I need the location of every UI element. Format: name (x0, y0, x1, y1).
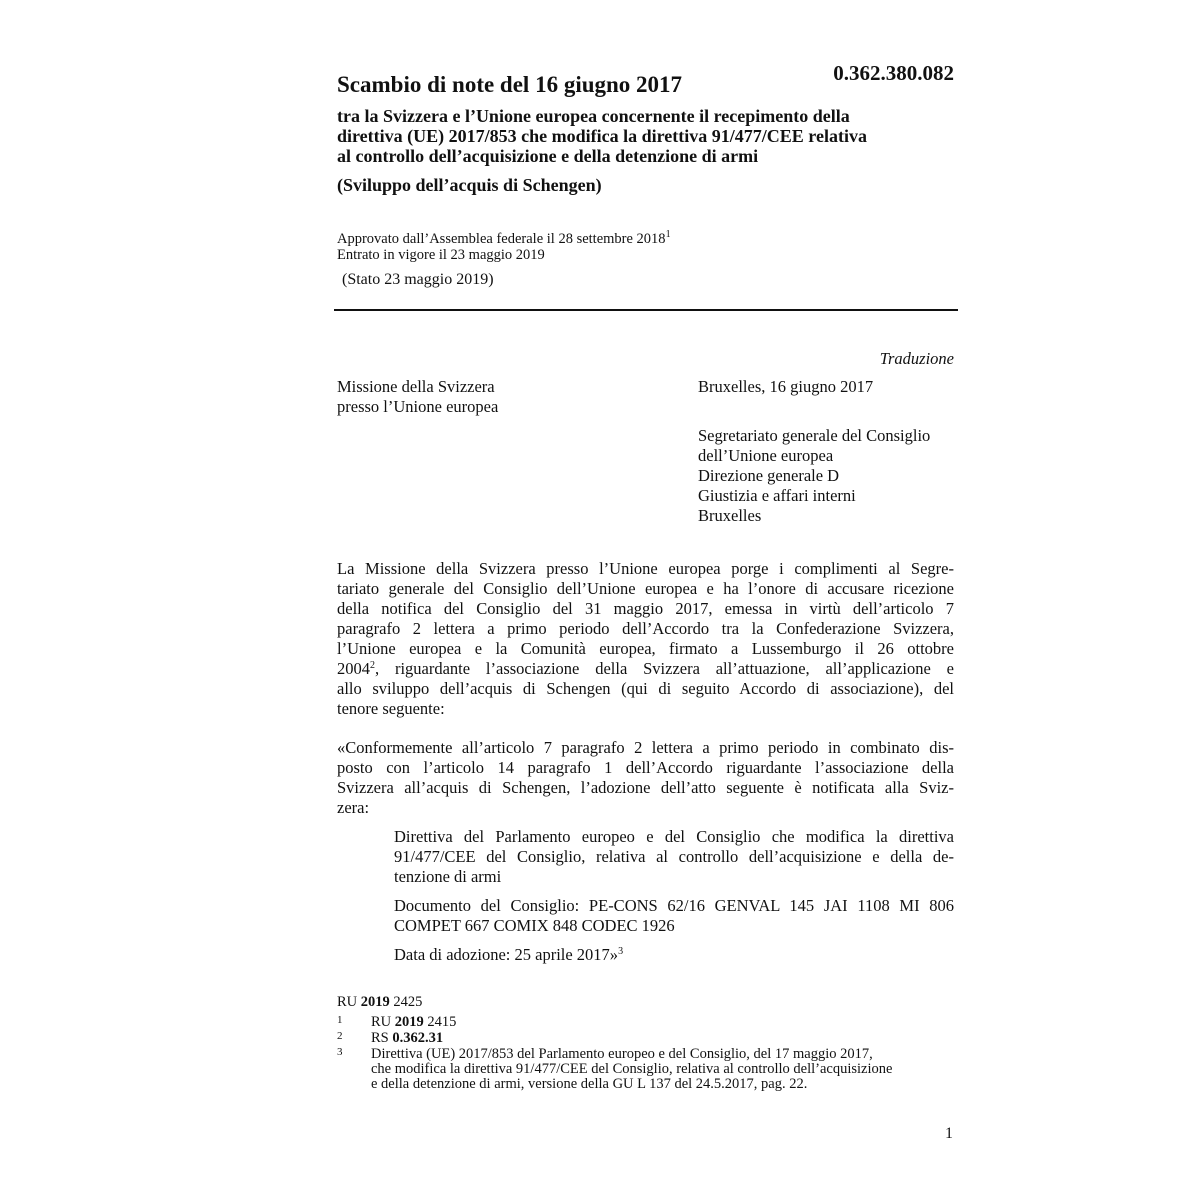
footnote-line: e della detenzione di armi, versione della GU L 137 del 24.5.2017, pag. 22. (371, 1076, 808, 1092)
place-date: Bruxelles, 16 giugno 2017 (698, 377, 874, 396)
sender-line: Missione della Svizzera (337, 377, 495, 396)
status-line: (Stato 23 maggio 2019) (342, 271, 494, 288)
adoption-text: Data di adozione: 25 aprile 2017» (394, 945, 619, 964)
paragraph-line: tenore seguente: (337, 699, 445, 718)
paragraph-line: della notifica del Consiglio del 31 maggio 2017, emessa in virtù dell’articolo 7 (337, 599, 954, 618)
sender-block (337, 377, 498, 417)
paragraph-line: La Missione della Svizzera presso l’Unione europea porge i complimenti al Segre- (337, 559, 954, 578)
year-text: 2004 (337, 659, 370, 678)
entry-into-force: Entrato in vigore il 23 maggio 2019 (337, 247, 545, 263)
approval-text: Approvato dall’Assemblea federale il 28 settembre 2018 (337, 231, 666, 247)
paragraph-line: tariato generale del Consiglio dell’Unione europea e ha l’onore di accusare ricezione (337, 579, 954, 598)
paragraph-line: paragrafo 2 lettera a primo periodo dell’Accordo tra la Confederazione Svizzera, (337, 619, 954, 638)
footnote-number: 2 (337, 1030, 343, 1042)
quoted-directive (394, 827, 954, 887)
sender-line: presso l’Unione europea (337, 397, 499, 416)
paragraph-1 (337, 559, 954, 719)
document-title: Scambio di note del 16 giugno 2017 (337, 72, 683, 97)
footnote-prefix: RS (371, 1030, 389, 1046)
footnote-number: 3 (337, 1046, 343, 1058)
paragraph-line (337, 659, 954, 679)
document-subtitle (337, 106, 957, 166)
footnote-3-text (371, 1047, 957, 1092)
approval-line (337, 231, 671, 247)
footnote-suffix: 2415 (427, 1014, 457, 1030)
footnote-1 (337, 1015, 957, 1030)
paragraph-2 (337, 738, 954, 818)
document-line: Documento del Consiglio: PE-CONS 62/16 GENVAL 145 JAI 1108 MI 806 (394, 896, 954, 915)
paragraph-line: allo sviluppo dell’acquis di Schengen (qui di seguito Accordo di associazione), del (337, 679, 954, 698)
paragraph-line: l’Unione europea e la Comunità europea, firmato a Lussemburgo il 26 ottobre (337, 639, 954, 658)
footnote-3 (337, 1047, 957, 1092)
recipient-block (698, 426, 930, 526)
translation-note: Traduzione (879, 349, 954, 368)
recipient-line: Segretariato generale del Consiglio (698, 426, 931, 445)
recipient-line: Direzione generale D (698, 466, 840, 485)
sr-number: 0.362.380.082 (833, 61, 954, 85)
footnote-ref: 1 (665, 229, 671, 240)
subtitle-line: tra la Svizzera e l’Unione europea concernente il recepimento della (337, 106, 850, 126)
ru-page: 2425 (393, 994, 423, 1010)
footnote-prefix: RU (371, 1014, 392, 1030)
paragraph-line: zera: (337, 798, 370, 817)
footnote-line: che modifica la direttiva 91/477/CEE del Consiglio, relativa al controllo dell’acquisizione (371, 1061, 893, 1077)
council-document (394, 896, 954, 936)
ru-reference (337, 995, 422, 1010)
document-line: COMPET 667 COMIX 848 CODEC 1926 (394, 916, 675, 935)
footnote-number: 1 (337, 1014, 343, 1026)
quote-line: 91/477/CEE del Consiglio, relativa al controllo dell’acquisizione e della de- (394, 847, 954, 866)
page-number: 1 (945, 1125, 953, 1142)
ru-prefix: RU (337, 994, 358, 1010)
recipient-line: dell’Unione europea (698, 446, 834, 465)
paragraph-line: «Conformemente all’articolo 7 paragrafo 2 lettera a primo periodo in combinato dis- (337, 738, 954, 757)
ru-year: 2019 (360, 994, 390, 1010)
footnote-ref: 2 (370, 660, 375, 671)
line-rest: , riguardante l’associazione della Svizzera all’attuazione, all’applicazione e (375, 659, 954, 678)
paragraph-line: posto con l’articolo 14 paragrafo 1 dell’Accordo riguardante l’associazione della (337, 758, 954, 777)
footnote-bold: 0.362.31 (392, 1030, 444, 1046)
footnote-2 (337, 1031, 957, 1046)
paragraph-line: Svizzera all’acquis di Schengen, l’adozione dell’atto seguente è notificata alla Sviz- (337, 778, 954, 797)
schengen-note: (Sviluppo dell’acquis di Schengen) (337, 175, 602, 195)
subtitle-line: direttiva (UE) 2017/853 che modifica la direttiva 91/477/CEE relativa (337, 126, 867, 146)
quote-line: Direttiva del Parlamento europeo e del Consiglio che modifica la direttiva (394, 827, 954, 846)
subtitle-line: al controllo dell’acquisizione e della detenzione di armi (337, 146, 759, 166)
quote-line: tenzione di armi (394, 867, 502, 886)
recipient-line: Giustizia e affari interni (698, 486, 856, 505)
header-divider (334, 309, 958, 311)
adoption-date (394, 945, 623, 965)
footnote-bold: 2019 (394, 1014, 424, 1030)
footnote-ref: 3 (618, 946, 624, 957)
footnote-line: Direttiva (UE) 2017/853 del Parlamento europeo e del Consiglio, del 17 maggio 2017, (371, 1046, 873, 1062)
recipient-line: Bruxelles (698, 506, 762, 525)
